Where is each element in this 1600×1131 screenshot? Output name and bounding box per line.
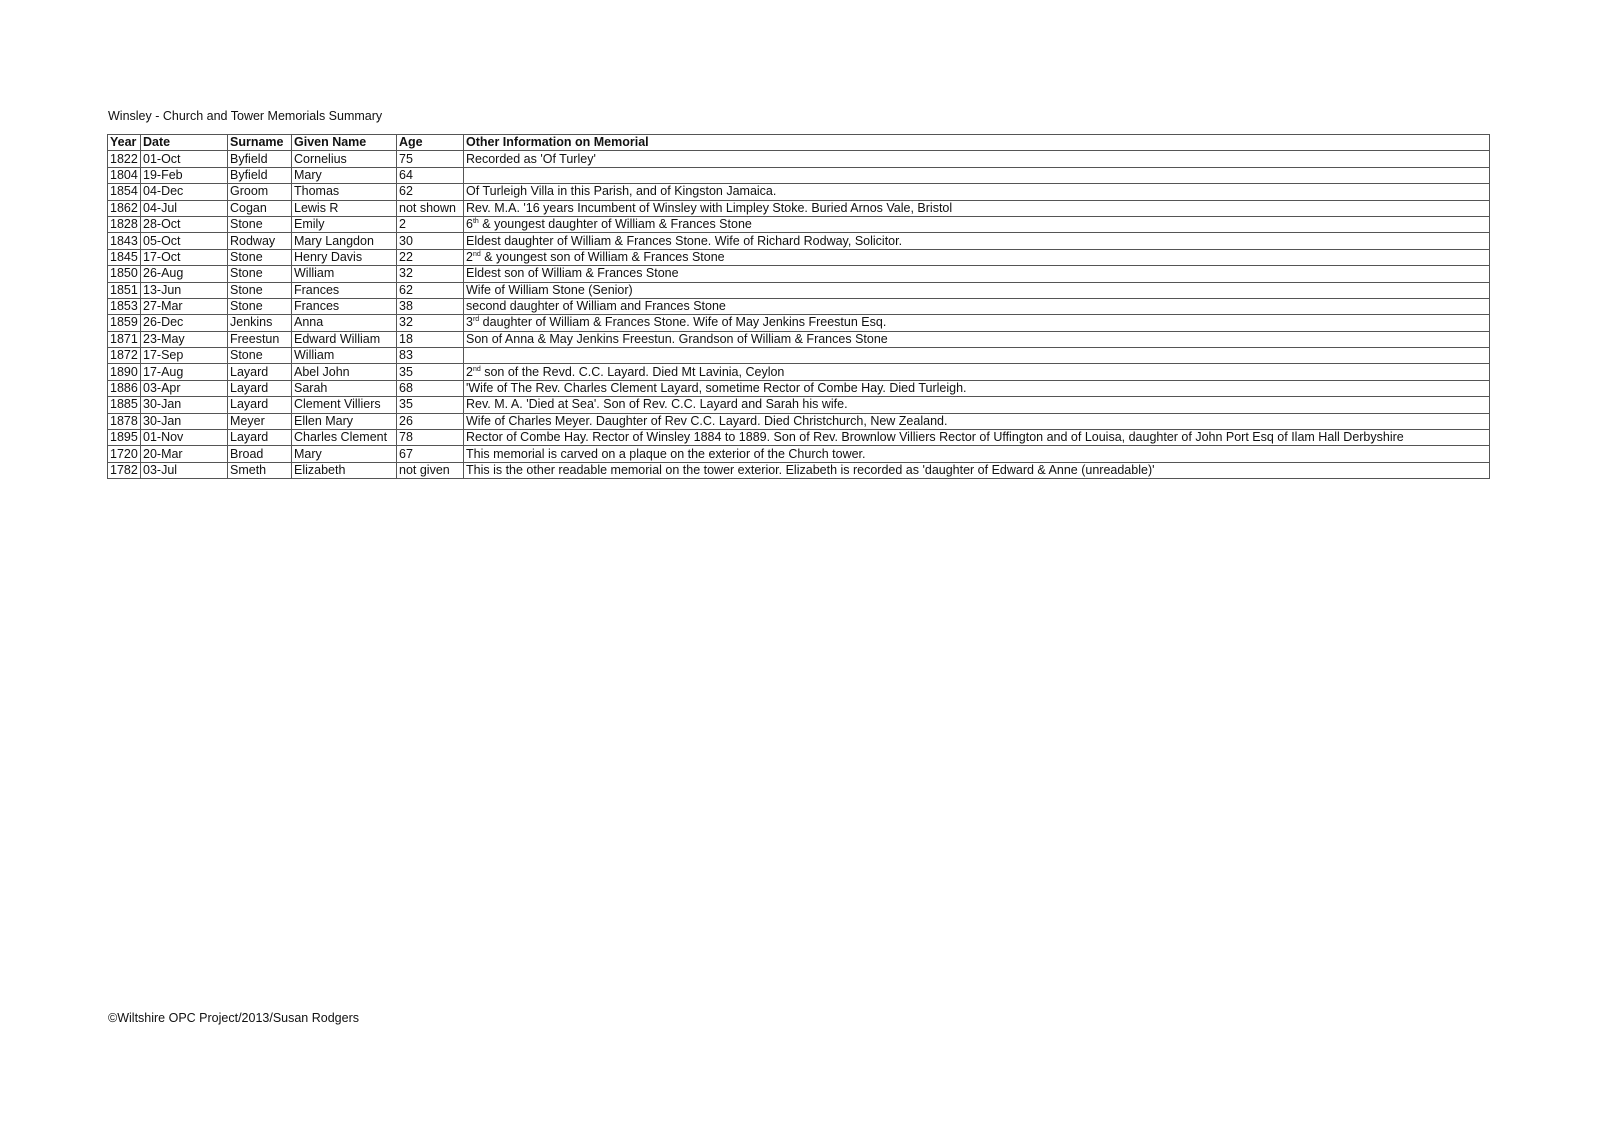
cell-surname: Layard [228,397,292,413]
table-row [108,430,1490,446]
cell-other-information [464,200,1490,216]
table-row [108,200,1490,216]
table-row [108,249,1490,265]
cell-age: 35 [397,397,464,413]
cell-surname: Meyer [228,413,292,429]
cell-age: 32 [397,266,464,282]
cell-given-name: Abel John [292,364,397,380]
cell-date: 17-Aug [141,364,228,380]
table-row [108,282,1490,298]
cell-other-information [464,282,1490,298]
other-text: 2 [466,364,473,379]
cell-age: not given [397,462,464,478]
other-text: 'Wife of The Rev. Charles Clement Layard, sometime Rector of Combe Hay. Died Turleigh. [466,381,967,396]
cell-date: 26-Aug [141,266,228,282]
table-row [108,331,1490,347]
cell-year: 1886 [108,380,141,396]
cell-date: 26-Dec [141,315,228,331]
table-row [108,364,1490,380]
table-row [108,216,1490,232]
cell-year: 1804 [108,167,141,183]
cell-given-name: Elizabeth [292,462,397,478]
header-age: Age [397,135,464,151]
cell-date: 05-Oct [141,233,228,249]
cell-age: 32 [397,315,464,331]
cell-year: 1851 [108,282,141,298]
table-row [108,397,1490,413]
cell-given-name: Edward William [292,331,397,347]
cell-other-information [464,446,1490,462]
cell-year: 1822 [108,151,141,167]
table-row [108,413,1490,429]
copyright-footer: ©Wiltshire OPC Project/2013/Susan Rodgers [108,1011,359,1025]
cell-year: 1854 [108,184,141,200]
cell-other-information [464,216,1490,232]
cell-other-information [464,331,1490,347]
cell-date: 27-Mar [141,298,228,314]
cell-surname: Stone [228,298,292,314]
cell-given-name: Mary [292,167,397,183]
other-text-continued: son of the Revd. C.C. Layard. Died Mt Lavinia, Ceylon [480,364,785,379]
cell-surname: Smeth [228,462,292,478]
table-row [108,446,1490,462]
cell-date: 17-Sep [141,348,228,364]
header-date: Date [141,135,228,151]
cell-date: 03-Apr [141,380,228,396]
cell-year: 1782 [108,462,141,478]
cell-year: 1872 [108,348,141,364]
cell-age: 18 [397,331,464,347]
cell-year: 1828 [108,216,141,232]
other-text: 2 [466,249,473,264]
cell-date: 19-Feb [141,167,228,183]
table-row [108,167,1490,183]
cell-other-information [464,167,1490,183]
cell-given-name: Mary [292,446,397,462]
ordinal-suffix: nd [472,365,481,373]
cell-age: 38 [397,298,464,314]
cell-other-information [464,397,1490,413]
cell-surname: Byfield [228,151,292,167]
cell-year: 1895 [108,430,141,446]
cell-year: 1859 [108,315,141,331]
cell-other-information [464,266,1490,282]
cell-year: 1871 [108,331,141,347]
cell-surname: Jenkins [228,315,292,331]
cell-age: 68 [397,380,464,396]
cell-surname: Freestun [228,331,292,347]
other-text: Of Turleigh Villa in this Parish, and of Kingston Jamaica. [466,184,777,199]
cell-surname: Broad [228,446,292,462]
other-text: This is the other readable memorial on the tower exterior. Elizabeth is recorded as 'daughter of Edward & Anne (unreadable)' [466,463,1155,477]
table-row [108,298,1490,314]
cell-year: 1843 [108,233,141,249]
cell-other-information [464,249,1490,265]
other-text: 6 [466,217,473,232]
page-title: Winsley - Church and Tower Memorials Summary [108,109,383,123]
cell-age: 22 [397,249,464,265]
cell-other-information [464,462,1490,478]
other-text: second daughter of William and Frances Stone [466,299,726,314]
cell-surname: Layard [228,430,292,446]
other-text: This memorial is carved on a plaque on the exterior of the Church tower. [466,446,866,461]
cell-year: 1853 [108,298,141,314]
cell-surname: Stone [228,266,292,282]
other-text-continued: daughter of William & Frances Stone. Wife of May Jenkins Freestun Esq. [479,315,887,330]
cell-surname: Layard [228,364,292,380]
cell-other-information [464,348,1490,364]
other-text: Rev. M.A. '16 years Incumbent of Winsley with Limpley Stoke. Buried Arnos Vale, Bristol [466,200,953,215]
cell-other-information [464,364,1490,380]
cell-given-name: Frances [292,298,397,314]
cell-age: 67 [397,446,464,462]
cell-given-name: Sarah [292,380,397,396]
cell-date: 03-Jul [141,462,228,478]
cell-given-name: Cornelius [292,151,397,167]
cell-year: 1845 [108,249,141,265]
cell-surname: Stone [228,249,292,265]
ordinal-suffix: rd [472,316,480,324]
other-text: Rev. M. A. 'Died at Sea'. Son of Rev. C.C. Layard and Sarah his wife. [466,397,848,412]
cell-surname: Stone [228,282,292,298]
cell-surname: Layard [228,380,292,396]
cell-date: 23-May [141,331,228,347]
cell-given-name: William [292,266,397,282]
cell-date: 01-Nov [141,430,228,446]
cell-given-name: Charles Clement [292,430,397,446]
table-body [108,151,1490,479]
memorials-table [107,134,1490,479]
cell-surname: Cogan [228,200,292,216]
cell-age: 78 [397,430,464,446]
table-row [108,380,1490,396]
cell-other-information [464,233,1490,249]
cell-year: 1878 [108,413,141,429]
cell-other-information [464,298,1490,314]
other-text: Eldest son of William & Frances Stone [466,266,679,281]
cell-date: 04-Jul [141,200,228,216]
other-text: 3 [466,315,473,330]
cell-age: 2 [397,216,464,232]
table-row [108,266,1490,282]
cell-given-name: William [292,348,397,364]
header-other-information: Other Information on Memorial [464,135,1490,151]
other-text: Rector of Combe Hay. Rector of Winsley 1884 to 1889. Son of Rev. Brownlow Villiers Rector of Uffington and of Louisa, daughter of John Port Esq of Ilam Hall Derbyshire [466,430,1404,445]
table-row [108,462,1490,478]
other-text: Son of Anna & May Jenkins Freestun. Grandson of William & Frances Stone [466,331,888,346]
cell-given-name: Frances [292,282,397,298]
other-text: Wife of Charles Meyer. Daughter of Rev C.C. Layard. Died Christchurch, New Zealand. [466,413,948,428]
cell-year: 1862 [108,200,141,216]
cell-date: 20-Mar [141,446,228,462]
other-text-continued: & youngest son of William & Frances Stone [480,249,725,264]
cell-age: 62 [397,184,464,200]
table-row [108,184,1490,200]
other-text-continued: & youngest daughter of William & Frances Stone [478,217,752,232]
cell-age: 30 [397,233,464,249]
cell-year: 1885 [108,397,141,413]
cell-date: 28-Oct [141,216,228,232]
header-surname: Surname [228,135,292,151]
cell-given-name: Ellen Mary [292,413,397,429]
cell-surname: Rodway [228,233,292,249]
cell-surname: Groom [228,184,292,200]
other-text: Wife of William Stone (Senior) [466,282,633,297]
table-row [108,151,1490,167]
cell-age: 64 [397,167,464,183]
table-row [108,315,1490,331]
cell-given-name: Anna [292,315,397,331]
cell-surname: Stone [228,216,292,232]
cell-given-name: Emily [292,216,397,232]
header-year: Year [108,135,141,151]
cell-date: 30-Jan [141,413,228,429]
cell-age: 26 [397,413,464,429]
cell-age: 75 [397,151,464,167]
cell-date: 01-Oct [141,151,228,167]
cell-other-information [464,430,1490,446]
cell-given-name: Mary Langdon [292,233,397,249]
cell-year: 1890 [108,364,141,380]
ordinal-suffix: th [472,217,479,225]
cell-date: 04-Dec [141,184,228,200]
cell-surname: Stone [228,348,292,364]
ordinal-suffix: nd [472,250,481,258]
cell-given-name: Henry Davis [292,249,397,265]
table-row [108,348,1490,364]
cell-other-information [464,380,1490,396]
header-given-name: Given Name [292,135,397,151]
cell-age: 62 [397,282,464,298]
cell-year: 1850 [108,266,141,282]
cell-date: 13-Jun [141,282,228,298]
other-text: Recorded as 'Of Turley' [466,151,596,166]
cell-other-information [464,151,1490,167]
cell-age: 35 [397,364,464,380]
table-header-row [108,135,1490,151]
other-text: Eldest daughter of William & Frances Stone. Wife of Richard Rodway, Solicitor. [466,233,903,248]
cell-age: 83 [397,348,464,364]
table-row [108,233,1490,249]
cell-other-information [464,413,1490,429]
cell-date: 17-Oct [141,249,228,265]
cell-surname: Byfield [228,167,292,183]
cell-given-name: Thomas [292,184,397,200]
cell-age: not shown [397,200,464,216]
cell-year: 1720 [108,446,141,462]
cell-other-information [464,315,1490,331]
cell-given-name: Clement Villiers [292,397,397,413]
cell-date: 30-Jan [141,397,228,413]
cell-other-information [464,184,1490,200]
cell-given-name: Lewis R [292,200,397,216]
